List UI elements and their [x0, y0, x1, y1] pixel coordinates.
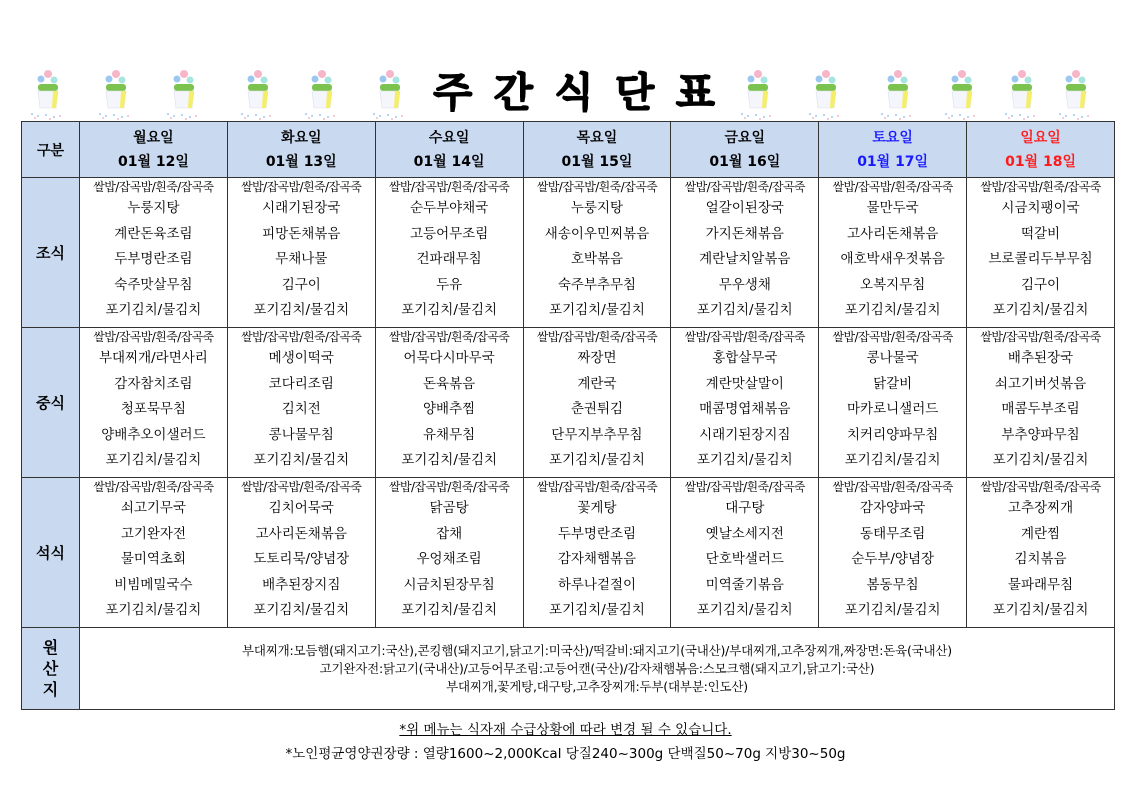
- dish-item: 물미역초회: [120, 551, 187, 568]
- day-header-sat: [819, 122, 967, 178]
- menu-cell-lunch-mon: [80, 328, 228, 478]
- weekly-menu-table: [21, 121, 1115, 710]
- page-title: 주간식단표: [433, 70, 737, 116]
- dish-item: 닭갈비: [873, 375, 913, 392]
- dish-item: 물만두국: [866, 200, 919, 216]
- dish-item: 단무지부추무침: [551, 426, 643, 443]
- dish-item: 시금치팽이국: [1001, 200, 1080, 216]
- dish-item: 포기김치/물김치: [696, 602, 793, 619]
- day-name: 화요일: [280, 129, 322, 146]
- meal-label: 조식: [22, 178, 80, 328]
- dish-item: 봄동무침: [866, 576, 919, 593]
- menu-cell-breakfast-fri: [671, 178, 819, 328]
- origin-line: 부대찌개:모듬햄(돼지고기:국산),콘킹햄(돼지고기,닭고기:미국산)/떡갈비:돼지고기(국내산)/부대찌개,고추장찌개,짜장면:돈육(국내산): [242, 642, 952, 658]
- dish-item: 김치전: [281, 401, 321, 418]
- dish-item: 단호박샐러드: [705, 551, 784, 568]
- dish-item: 피망돈채볶음: [262, 225, 341, 242]
- dish-item: 포기김치/물김치: [105, 302, 202, 319]
- day-date: 01월 16일: [709, 153, 781, 170]
- staple-options: 쌀밥/잡곡밥/흰죽/잡곡죽: [980, 330, 1101, 344]
- dish-item: 유채무침: [423, 426, 476, 443]
- dish-item: 계란맛살말이: [705, 375, 784, 392]
- dish-item: 고사리돈채볶음: [846, 225, 939, 242]
- dish-item: 짜장면: [577, 350, 617, 366]
- title-banner: [20, 66, 1116, 122]
- potted-flower-icon: [366, 66, 412, 122]
- dish-item: 포기김치/물김치: [253, 602, 350, 619]
- staple-options: 쌀밥/잡곡밥/흰죽/잡곡죽: [93, 480, 214, 494]
- potted-flower-icon: [998, 66, 1044, 122]
- dish-item: 미역줄기볶음: [705, 576, 784, 593]
- dish-item: 춘권튀김: [570, 401, 624, 418]
- dish-item: 순두부야채국: [409, 200, 489, 216]
- dish-item: 닭곰탕: [429, 500, 469, 516]
- dish-item: 청포묵무침: [120, 401, 187, 418]
- dish-item: 시금치된장무침: [403, 576, 495, 593]
- staple-options: 쌀밥/잡곡밥/흰죽/잡곡죽: [684, 330, 805, 344]
- dish-item: 어묵다시마무국: [403, 350, 495, 366]
- menu-cell-breakfast-thu: [523, 178, 671, 328]
- menu-cell-lunch-fri: [671, 328, 819, 478]
- header-row: [22, 122, 1115, 178]
- day-date: 01월 15일: [561, 153, 633, 170]
- dish-item: 포기김치/물김치: [549, 602, 645, 619]
- dish-item: 떡갈비: [1020, 225, 1061, 242]
- dish-item: 포기김치/물김치: [992, 602, 1089, 619]
- staple-options: 쌀밥/잡곡밥/흰죽/잡곡죽: [388, 180, 510, 194]
- dish-item: 하루나겉절이: [557, 576, 637, 593]
- dish-item: 시래기된장지짐: [699, 426, 791, 443]
- staple-options: 쌀밥/잡곡밥/흰죽/잡곡죽: [388, 330, 510, 344]
- dish-item: 포기김치/물김치: [105, 452, 202, 469]
- dish-item: 포기김치/물김치: [844, 302, 941, 319]
- dish-item: 포기김치/물김치: [844, 452, 941, 469]
- dish-item: 양배추오이샐러드: [101, 426, 206, 443]
- origin-label-char: 원: [42, 638, 59, 657]
- dish-item: 양배추찜: [423, 401, 476, 418]
- dish-item: 마카로니샐러드: [846, 401, 939, 418]
- dish-item: 쇠고기버섯볶음: [994, 375, 1087, 392]
- dish-item: 숙주맛살무침: [114, 276, 193, 293]
- potted-flower-icon: [92, 66, 138, 122]
- dish-item: 부대찌개/라면사리: [98, 350, 208, 366]
- dish-item: 도토리묵/양념장: [253, 551, 350, 568]
- dish-item: 대구탕: [725, 500, 765, 516]
- day-name: 목요일: [576, 129, 618, 146]
- menu-cell-breakfast-tue: [227, 178, 375, 328]
- potted-flower-icon: [234, 66, 280, 122]
- day-date: 01월 18일: [1005, 153, 1076, 170]
- potted-flower-icon: [874, 66, 920, 122]
- dish-item: 감자참치조림: [114, 375, 193, 392]
- dish-item: 코다리조림: [268, 375, 334, 392]
- dish-item: 치커리양파무침: [846, 426, 939, 443]
- dish-item: 감자양파국: [860, 500, 926, 516]
- origin-line: 고기완자전:닭고기(국내산)/고등어무조림:고등어캔(국산)/감자채햄볶음:스모크햄(돼지고기,닭고기:국산): [319, 660, 875, 676]
- staple-options: 쌀밥/잡곡밥/흰죽/잡곡죽: [832, 330, 953, 344]
- meal-label: 석식: [22, 478, 80, 628]
- dish-item: 고등어무조림: [409, 225, 489, 242]
- dish-item: 물파래무침: [1007, 576, 1074, 593]
- day-name: 일요일: [1020, 129, 1061, 146]
- dish-item: 포기김치/물김치: [105, 602, 202, 619]
- dish-item: 옛날소세지전: [705, 525, 784, 542]
- dish-item: 김구이: [281, 276, 321, 293]
- dish-item: 부추양파무침: [1001, 426, 1080, 443]
- dish-item: 매콤명엽채볶음: [699, 401, 791, 418]
- dish-item: 메생이떡국: [268, 350, 334, 366]
- staple-options: 쌀밥/잡곡밥/흰죽/잡곡죽: [93, 330, 214, 344]
- meal-row-lunch: [22, 328, 1115, 478]
- staple-options: 쌀밥/잡곡밥/흰죽/잡곡죽: [536, 480, 658, 494]
- staple-options: 쌀밥/잡곡밥/흰죽/잡곡죽: [241, 480, 362, 494]
- dish-item: 숙주부추무침: [557, 276, 637, 293]
- dish-item: 김치볶음: [1014, 551, 1067, 568]
- dish-item: 돈육볶음: [423, 375, 476, 392]
- dish-item: 누룽지탕: [127, 200, 180, 216]
- dish-item: 콩나물무침: [268, 426, 334, 443]
- staple-options: 쌀밥/잡곡밥/흰죽/잡곡죽: [388, 480, 510, 494]
- dish-item: 순두부/양념장: [851, 551, 935, 568]
- potted-flower-icon: [1052, 66, 1098, 122]
- dish-item: 가지돈채볶음: [705, 225, 784, 242]
- potted-flower-icon: [802, 66, 848, 122]
- staple-options: 쌀밥/잡곡밥/흰죽/잡곡죽: [980, 180, 1101, 194]
- dish-item: 홍합살무국: [712, 350, 778, 366]
- dish-item: 배추된장국: [1007, 350, 1074, 366]
- day-name: 토요일: [872, 129, 913, 146]
- menu-cell-breakfast-mon: [80, 178, 228, 328]
- dish-item: 계란돈육조림: [114, 225, 193, 242]
- origin-label-char: 지: [42, 680, 59, 699]
- dish-item: 고기완자전: [120, 525, 187, 542]
- day-name: 수요일: [428, 129, 470, 146]
- dish-item: 꽃게탕: [577, 500, 617, 516]
- dish-item: 오복지무침: [860, 276, 926, 293]
- staple-options: 쌀밥/잡곡밥/흰죽/잡곡죽: [93, 180, 214, 194]
- day-header-thu: [523, 122, 671, 178]
- origin-label: [22, 628, 80, 710]
- dish-item: 무채나물: [275, 251, 328, 268]
- menu-cell-dinner-thu: [523, 478, 671, 628]
- day-date: 01월 12일: [117, 153, 189, 170]
- dish-item: 브로콜리두부무침: [988, 251, 1093, 268]
- staple-options: 쌀밥/잡곡밥/흰죽/잡곡죽: [684, 480, 805, 494]
- day-name: 월요일: [133, 129, 174, 146]
- nutrition-notice: *노인평균영양권장량 : 열량1600~2,000Kcal 당질240~300g 단백질50~70g 지방30~50g: [285, 746, 846, 762]
- menu-cell-dinner-sun: [967, 478, 1115, 628]
- menu-cell-lunch-wed: [375, 328, 523, 478]
- staple-options: 쌀밥/잡곡밥/흰죽/잡곡죽: [241, 330, 362, 344]
- dish-item: 두부명란조림: [557, 525, 637, 542]
- day-date: 01월 13일: [265, 153, 337, 170]
- menu-cell-lunch-sat: [819, 328, 967, 478]
- menu-cell-dinner-sat: [819, 478, 967, 628]
- dish-item: 포기김치/물김치: [253, 452, 350, 469]
- day-name: 금요일: [724, 129, 766, 146]
- dish-item: 김구이: [1020, 276, 1061, 293]
- dish-item: 포기김치/물김치: [696, 452, 793, 469]
- menu-cell-lunch-sun: [967, 328, 1115, 478]
- dish-item: 고추장찌개: [1007, 500, 1074, 516]
- dish-item: 계란찜: [1020, 525, 1061, 542]
- meal-row-dinner: [22, 478, 1115, 628]
- dish-item: 시래기된장국: [262, 200, 341, 216]
- staple-options: 쌀밥/잡곡밥/흰죽/잡곡죽: [684, 180, 805, 194]
- dish-item: 포기김치/물김치: [401, 452, 498, 469]
- dish-item: 포기김치/물김치: [696, 302, 793, 319]
- dish-item: 두부명란조림: [114, 251, 193, 268]
- menu-cell-lunch-tue: [227, 328, 375, 478]
- dish-item: 포기김치/물김치: [253, 302, 350, 319]
- menu-cell-dinner-wed: [375, 478, 523, 628]
- dish-item: 두유: [436, 276, 463, 293]
- dish-item: 매콤두부조림: [1001, 401, 1080, 418]
- dish-item: 우엉채조림: [416, 551, 482, 568]
- origin-line: 부대찌개,꽃게탕,대구탕,고추장찌개:두부(대부분:인도산): [446, 678, 748, 694]
- dish-item: 포기김치/물김치: [549, 452, 645, 469]
- staple-options: 쌀밥/잡곡밥/흰죽/잡곡죽: [832, 180, 953, 194]
- dish-item: 감자채햄볶음: [557, 551, 637, 568]
- potted-flower-icon: [298, 66, 344, 122]
- meal-row-breakfast: [22, 178, 1115, 328]
- origin-info: [80, 628, 1115, 710]
- day-header-fri: [671, 122, 819, 178]
- potted-flower-icon: [160, 66, 206, 122]
- day-header-wed: [375, 122, 523, 178]
- staple-options: 쌀밥/잡곡밥/흰죽/잡곡죽: [536, 330, 658, 344]
- staple-options: 쌀밥/잡곡밥/흰죽/잡곡죽: [980, 480, 1101, 494]
- dish-item: 포기김치/물김치: [401, 602, 498, 619]
- origin-row: [22, 628, 1115, 710]
- dish-item: 김치어묵국: [268, 500, 334, 516]
- dish-item: 포기김치/물김치: [844, 602, 941, 619]
- dish-item: 포기김치/물김치: [992, 302, 1089, 319]
- category-header: 구분: [22, 122, 80, 178]
- dish-item: 포기김치/물김치: [549, 302, 645, 319]
- dish-item: 배추된장지짐: [262, 576, 341, 593]
- dish-item: 계란국: [577, 375, 617, 392]
- meal-label: 중식: [22, 328, 80, 478]
- menu-cell-dinner-mon: [80, 478, 228, 628]
- menu-cell-breakfast-sun: [967, 178, 1115, 328]
- potted-flower-icon: [938, 66, 984, 122]
- dish-item: 건파래무침: [416, 251, 482, 268]
- day-date: 01월 17일: [857, 153, 929, 170]
- menu-cell-dinner-fri: [671, 478, 819, 628]
- dish-item: 계란날치알볶음: [699, 251, 791, 268]
- dish-item: 동태무조림: [860, 525, 926, 542]
- day-date: 01월 14일: [413, 153, 485, 170]
- day-header-mon: [80, 122, 228, 178]
- dish-item: 고사리돈채볶음: [255, 525, 347, 542]
- dish-item: 잡채: [436, 525, 463, 542]
- menu-cell-dinner-tue: [227, 478, 375, 628]
- origin-label-char: 산: [42, 659, 59, 678]
- dish-item: 애호박새우젓볶음: [840, 251, 945, 268]
- dish-item: 비빔메밀국수: [114, 576, 193, 593]
- dish-item: 호박볶음: [570, 251, 624, 268]
- dish-item: 얼갈이된장국: [705, 200, 784, 216]
- dish-item: 쇠고기무국: [120, 500, 187, 516]
- staple-options: 쌀밥/잡곡밥/흰죽/잡곡죽: [536, 180, 658, 194]
- menu-cell-breakfast-sat: [819, 178, 967, 328]
- dish-item: 누룽지탕: [570, 200, 624, 216]
- menu-change-notice: *위 메뉴는 식자재 수급상황에 따라 변경 될 수 있습니다.: [399, 722, 732, 738]
- menu-cell-breakfast-wed: [375, 178, 523, 328]
- potted-flower-icon: [24, 66, 70, 122]
- dish-item: 무우생채: [718, 276, 771, 293]
- dish-item: 포기김치/물김치: [401, 302, 498, 319]
- day-header-sun: [967, 122, 1115, 178]
- dish-item: 콩나물국: [866, 350, 919, 366]
- dish-item: 새송이우민찌볶음: [544, 225, 650, 242]
- day-header-tue: [227, 122, 375, 178]
- menu-cell-lunch-thu: [523, 328, 671, 478]
- staple-options: 쌀밥/잡곡밥/흰죽/잡곡죽: [832, 480, 953, 494]
- potted-flower-icon: [734, 66, 780, 122]
- staple-options: 쌀밥/잡곡밥/흰죽/잡곡죽: [241, 180, 362, 194]
- dish-item: 포기김치/물김치: [992, 452, 1089, 469]
